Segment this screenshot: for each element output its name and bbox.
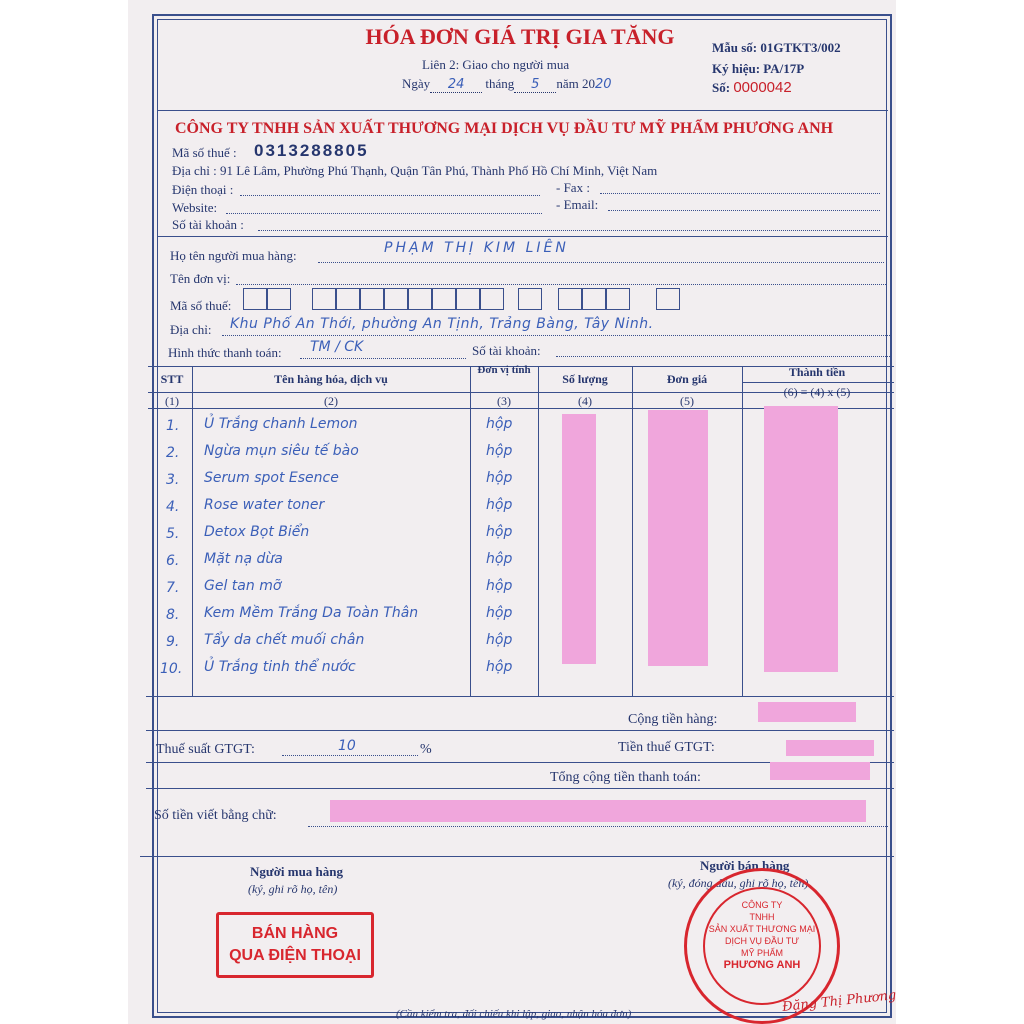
seller-account-label: Số tài khoản : (172, 217, 244, 232)
row-item-name: Rose water toner (204, 497, 325, 513)
stamp-line-1: BÁN HÀNG (251, 925, 339, 942)
vat-rate-line (282, 755, 418, 756)
invoice-title: HÓA ĐƠN GIÁ TRỊ GIA TĂNG (365, 24, 675, 49)
seller-signature-title: Người bán hàng (700, 858, 790, 873)
date-year: 20 (594, 77, 612, 92)
vat-percent: % (420, 742, 432, 757)
row-unit: hộp (486, 605, 513, 621)
row-item-name: Serum spot Esence (204, 470, 339, 486)
col-divider (632, 366, 633, 696)
buyer-address-label: Địa chỉ: (170, 322, 212, 337)
seal-line: TNHH (749, 912, 775, 922)
payment-label: Hình thức thanh toán: (168, 345, 282, 360)
phone-line (240, 195, 540, 196)
tax-box (267, 288, 291, 310)
header-divider (158, 110, 888, 111)
month-label: tháng (485, 76, 515, 91)
payment-method: TM / CK (310, 339, 364, 355)
tax-box (360, 288, 384, 310)
col-divider (742, 366, 743, 696)
row-item-name: Ủ Trắng chanh Lemon (204, 416, 358, 432)
tax-box (432, 288, 456, 310)
in-words-line (308, 826, 888, 827)
payment-line (300, 358, 466, 359)
copy-note: Liên 2: Giao cho người mua (422, 57, 570, 72)
header-unit: Đơn vị tính (477, 364, 531, 376)
totals-bottom-border (140, 856, 894, 857)
stamp-line-2: QUA ĐIỆN THOẠI (229, 947, 361, 964)
seller-signature-note: (ký, đóng dấu, ghi rõ họ, tên) (668, 876, 809, 890)
seller-phone-label: Điện thoại : (172, 182, 234, 197)
seal-line: SẢN XUẤT THƯƠNG MẠI (708, 924, 816, 934)
invoice-number-label: Số: (712, 80, 731, 95)
amount-in-words-label: Số tiền viết bằng chữ: (154, 808, 277, 823)
row-item-name: Tẩy da chết muối chân (204, 632, 365, 648)
seller-email-label: - Email: (556, 197, 599, 212)
row-stt: 9. (166, 634, 180, 650)
seal-line: PHƯƠNG ANH (723, 959, 801, 971)
buyer-account-label: Số tài khoản: (472, 343, 541, 358)
code-1: (1) (165, 394, 179, 408)
seal-line: MỸ PHẨM (740, 948, 783, 958)
tax-box (480, 288, 504, 310)
date-day: 24 (430, 77, 482, 93)
row-stt: 8. (166, 607, 180, 623)
row-unit: hộp (486, 632, 513, 648)
buyer-name: PHẠM THỊ KIM LIÊN (384, 240, 569, 256)
seller-company: CÔNG TY TNHH SẢN XUẤT THƯƠNG MẠI DỊCH VỤ ĐẦU TƯ MỸ PHẨM PHƯƠNG ANH (175, 120, 834, 137)
header-stt: STT (160, 372, 184, 386)
buyer-account-line (556, 356, 890, 357)
fax-line (600, 193, 880, 194)
buyer-unit-label: Tên đơn vị: (170, 271, 231, 286)
seller-tax-code: 0313288805 (254, 141, 369, 160)
row-unit: hộp (486, 578, 513, 594)
buyer-address: Khu Phố An Thới, phường An Tịnh, Trảng Bàng, Tây Ninh. (230, 316, 654, 332)
redaction-amount-in-words (330, 800, 866, 822)
tax-box (243, 288, 267, 310)
buyer-signature-title: Người mua hàng (250, 864, 344, 879)
tax-box (384, 288, 408, 310)
vat-amount-label: Tiền thuế GTGT: (618, 740, 715, 755)
tax-box (456, 288, 480, 310)
table-bottom-border (146, 696, 894, 697)
amount-sub-border (742, 382, 894, 383)
seller-tax-label: Mã số thuế : (172, 145, 237, 160)
year-label: năm 20 (556, 76, 595, 91)
buyer-name-label: Họ tên người mua hàng: (170, 248, 297, 263)
row-unit: hộp (486, 416, 513, 432)
row-stt: 2. (166, 445, 180, 461)
header-name: Tên hàng hóa, dịch vụ (274, 372, 388, 386)
redaction-unit-price (648, 410, 708, 666)
tax-box (606, 288, 630, 310)
row-stt: 1. (166, 418, 180, 434)
redaction-vat-amount (786, 740, 874, 756)
row-unit: hộp (486, 524, 513, 540)
header-amount: Thành tiền (788, 365, 846, 379)
row-unit: hộp (486, 551, 513, 567)
table-left-border (152, 366, 153, 856)
row-item-name: Detox Bọt Biển (204, 524, 310, 540)
code-6: (6) = (4) x (5) (783, 385, 851, 399)
seal-line: CÔNG TY (741, 900, 783, 910)
buyer-name-line (318, 262, 884, 263)
vat-rate-label: Thuế suất GTGT: (156, 742, 255, 757)
grand-total-divider (146, 788, 894, 789)
col-divider (192, 366, 193, 696)
header-qty: Số lượng (562, 372, 608, 386)
tax-box (558, 288, 582, 310)
redaction-amount (764, 406, 838, 672)
subtotal-label: Cộng tiền hàng: (628, 712, 718, 727)
buyer-tax-label: Mã số thuế: (170, 298, 232, 313)
website-line (226, 213, 542, 214)
buyer-signature-note: (ký, ghi rõ họ, tên) (248, 882, 338, 896)
tax-box (336, 288, 360, 310)
invoice-symbol: Ký hiệu: PA/17P (712, 61, 805, 76)
date-month: 5 (514, 77, 556, 93)
vat-rate: 10 (338, 738, 356, 754)
row-unit: hộp (486, 497, 513, 513)
row-stt: 6. (166, 553, 180, 569)
row-item-name: Mặt nạ dừa (204, 551, 283, 567)
redaction-subtotal (758, 702, 856, 722)
seal-line: DỊCH VỤ ĐẦU TƯ (724, 936, 800, 946)
invoice-date (402, 76, 612, 93)
row-item-name: Gel tan mỡ (204, 578, 282, 594)
code-4: (4) (578, 394, 592, 408)
tax-box (408, 288, 432, 310)
email-line (608, 210, 880, 211)
tax-box (312, 288, 336, 310)
row-item-name: Ủ Trắng tinh thể nước (204, 659, 356, 675)
row-stt: 3. (166, 472, 180, 488)
seller-fax-label: - Fax : (556, 180, 590, 195)
row-stt: 5. (166, 526, 180, 542)
seller-divider (158, 236, 888, 237)
code-5: (5) (680, 394, 694, 408)
tax-box (582, 288, 606, 310)
row-item-name: Ngừa mụn siêu tế bào (204, 443, 359, 459)
seal-text (687, 899, 837, 971)
redaction-quantity (562, 414, 596, 664)
col-divider (538, 366, 539, 696)
buyer-address-line (222, 335, 890, 336)
form-number: Mẫu số: 01GTKT3/002 (712, 40, 841, 55)
invoice-number: 0000042 (733, 79, 792, 96)
row-unit: hộp (486, 659, 513, 675)
tax-box (656, 288, 680, 310)
row-stt: 10. (160, 661, 183, 677)
row-unit: hộp (486, 443, 513, 459)
col-divider (470, 366, 471, 696)
buyer-unit-line (236, 284, 886, 285)
row-stt: 7. (166, 580, 180, 596)
code-2: (2) (324, 394, 338, 408)
row-item-name: Kem Mềm Trắng Da Toàn Thân (204, 605, 419, 621)
seller-website-label: Website: (172, 200, 218, 215)
header-price: Đơn giá (666, 372, 708, 386)
seller-account-line (258, 230, 880, 231)
sales-by-phone-stamp (216, 912, 374, 978)
grand-total-label: Tổng cộng tiền thanh toán: (550, 770, 701, 785)
footer-note: (Cần kiểm tra, đối chiếu khi lập, giao, nhận hóa đơn) (396, 1008, 632, 1020)
subtotal-divider (146, 730, 894, 731)
code-3: (3) (497, 394, 511, 408)
seller-signature: Đặng Thị Phương (781, 988, 897, 1015)
row-unit: hộp (486, 470, 513, 486)
redaction-grand-total (770, 762, 870, 780)
row-stt: 4. (166, 499, 180, 515)
tax-box (518, 288, 542, 310)
invoice-number-row (712, 79, 792, 96)
seller-address: Địa chỉ : 91 Lê Lâm, Phường Phú Thạnh, Quận Tân Phú, Thành Phố Hồ Chí Minh, Việt Nam (172, 163, 658, 178)
date-prefix: Ngày (402, 76, 431, 91)
